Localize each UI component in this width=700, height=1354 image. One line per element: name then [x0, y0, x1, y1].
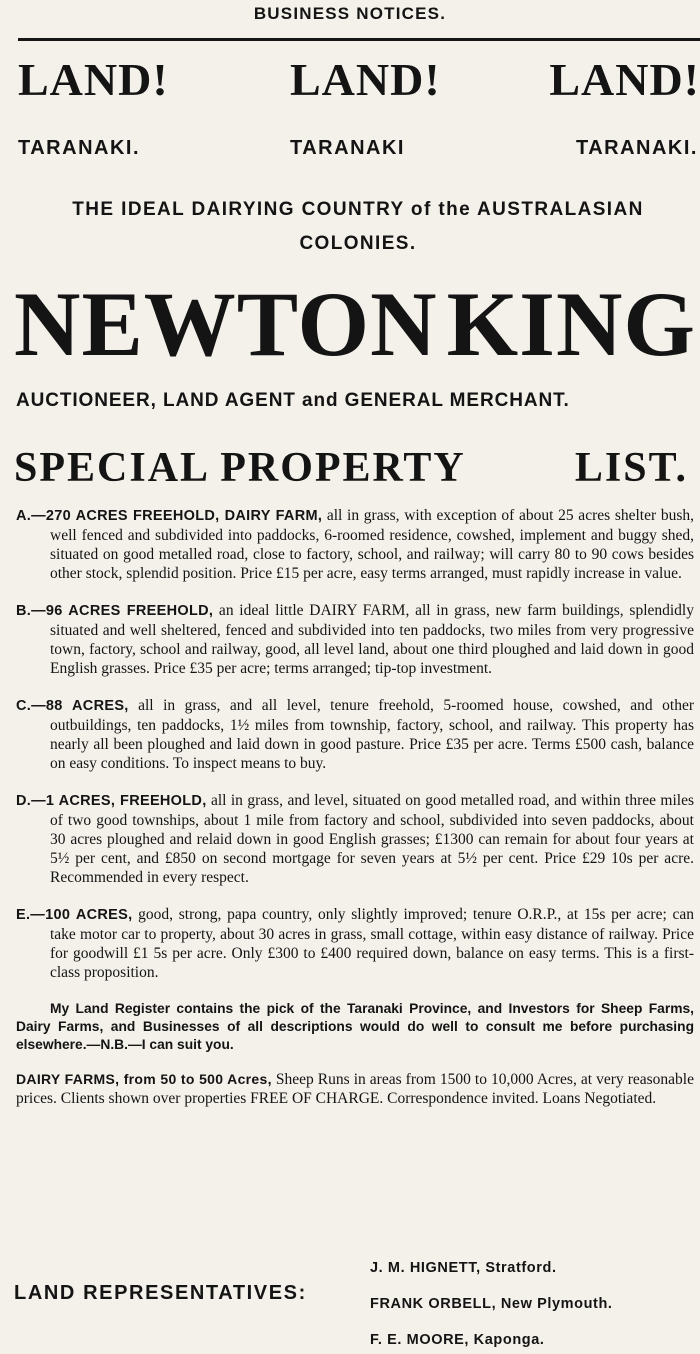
representative-name: J. M. HIGNETT, Stratford.: [370, 1260, 557, 1276]
property-lead: C.—88 ACRES,: [16, 697, 129, 714]
property-list: [16, 490, 694, 1123]
property-lead: E.—100 ACRES,: [16, 906, 133, 923]
land-headline-row: [18, 52, 700, 108]
property-lead: D.—1 ACRES, FREEHOLD,: [16, 792, 207, 809]
property-lead: B.—96 ACRES FREEHOLD,: [16, 602, 214, 619]
taranaki-label: TARANAKI: [290, 137, 405, 159]
advertiser-first-name: NEWTON: [14, 273, 438, 375]
property-text: an ideal little DAIRY FARM, all in grass, new farm buildings, splendidly situated and well sheltered, fenced and subdivided into ten paddocks, two miles from very progressive town, factory, school and railway, good, all level land, about one third ploughed and laid down in good English grasses. Price £35 per acre; terms arranged; tip-top investment.: [50, 601, 694, 677]
dairy-farms-notice: [16, 1070, 694, 1108]
property-item: [16, 905, 694, 982]
property-item: [16, 506, 694, 583]
land-headline: LAND!: [290, 54, 441, 105]
list-title: [14, 440, 700, 496]
occupation-line: AUCTIONEER, LAND AGENT and GENERAL MERCHANT.: [16, 390, 570, 411]
list-title-first: SPECIAL PROPERTY: [14, 445, 466, 491]
dairy-farms-lead: DAIRY FARMS, from 50 to 500 Acres,: [16, 1070, 272, 1087]
representative-name: FRANK ORBELL, New Plymouth.: [370, 1296, 613, 1312]
land-headline: LAND!: [549, 54, 700, 105]
taranaki-row: [18, 137, 700, 163]
property-text: good, strong, papa country, only slightly improved; tenure O.R.P., at 15s per acre; can take motor car to property, about 30 acres in grass, small cottage, within easy distance of railway. Price for goodwill £1 5s per acre. Only £300 to £400 required down, balance on easy terms. This is a first-class proposition.: [50, 905, 694, 981]
land-representatives: [14, 1256, 700, 1354]
property-text: all in grass, and all level, tenure freehold, 5-roomed house, cowshed, and other outbuildings, ten paddocks, 1½ miles from township, factory, school, and railway. This property has nearly all been ploughed and laid down in good pasture. Price £35 per acre. Terms £500 cash, balance on easy conditions. To inspect means to buy.: [50, 696, 694, 772]
tagline-line-1: THE IDEAL DAIRYING COUNTRY of the AUSTRALASIAN: [72, 199, 644, 220]
representative-name: F. E. MOORE, Kaponga.: [370, 1332, 545, 1348]
dairy-farms-text: Sheep Runs in areas from 1500 to 10,000 Acres, at very reasonable prices. Clients shown over properties FREE OF CHARGE. Correspondence invited. Loans Negotiated.: [16, 1070, 694, 1107]
property-item: [16, 696, 694, 773]
land-headline: LAND!: [18, 54, 169, 105]
advertiser-last-name: KING: [446, 273, 696, 375]
land-register-notice: My Land Register contains the pick of the Taranaki Province, and Investors for Sheep Farms, Dairy Farms, and Businesses of all descriptions would do well to consult me before purchasing elsewhere.—N.B.—I can suit you.: [16, 1000, 694, 1052]
section-header: BUSINESS NOTICES.: [253, 4, 447, 23]
tagline: [16, 193, 700, 261]
tagline-line-2: COLONIES.: [299, 233, 417, 254]
taranaki-label: TARANAKI.: [18, 137, 141, 159]
property-item: [16, 601, 694, 678]
taranaki-label: TARANAKI.: [575, 137, 698, 159]
advertiser-name: [14, 272, 700, 376]
property-lead: A.—270 ACRES FREEHOLD, DAIRY FARM,: [16, 507, 323, 524]
property-text: all in grass, with exception of about 25 acres shelter bush, well fenced and subdivided into paddocks, 6-roomed residence, cowshed, implement and buggy shed, situated on good metalled road, close to factory, school, and railway; will carry 80 to 90 cows besides other stock, splendid position. Price £15 per acre, easy terms arranged, must rapidly increase in value.: [50, 506, 694, 582]
representatives-title: LAND REPRESENTATIVES:: [14, 1282, 307, 1304]
header-rule: [18, 38, 700, 41]
property-item: [16, 791, 694, 887]
list-title-last: LIST.: [574, 445, 688, 491]
property-text: all in grass, and level, situated on good metalled road, and within three miles of two good townships, about 1 mile from factory and school, subdivided into seven paddocks, about 30 acres ploughed and relaid down in good English grasses; £1300 can remain for about four years at 5½ per cent, and £850 on second mortgage for seven years at 5½ per cent. Price £29 10s per acre. Recommended in every respect.: [50, 791, 694, 886]
